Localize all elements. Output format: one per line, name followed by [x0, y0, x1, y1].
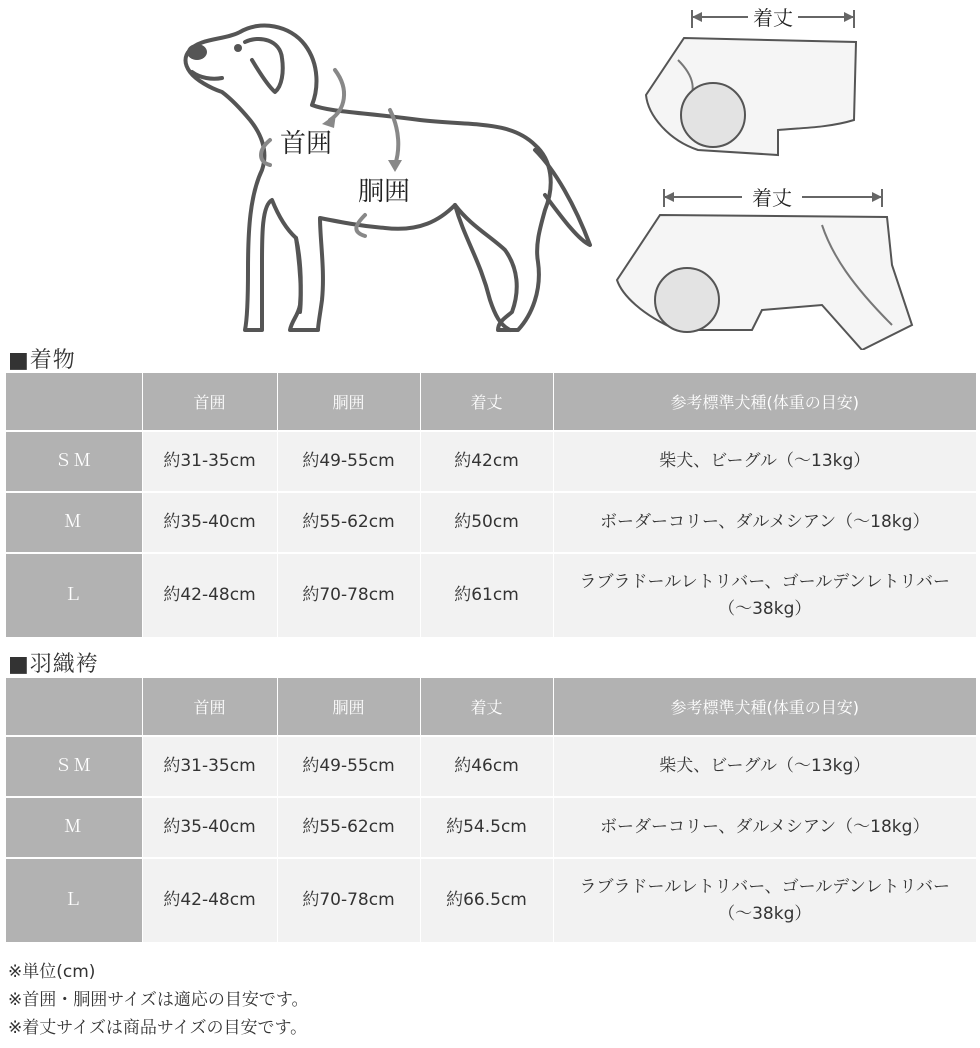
neck-value: 約42-48cm — [142, 858, 277, 942]
body-value: 約70-78cm — [277, 858, 420, 942]
note-length: ※着丈サイズは商品サイズの目安です。 — [8, 1018, 308, 1038]
length-value: 約61cm — [420, 553, 553, 637]
breed-value: ボーダーコリー、ダルメシアン（～18kg） — [553, 797, 976, 858]
garment-bottom-illustration — [612, 185, 922, 350]
header-length: 着丈 — [420, 678, 553, 736]
garment-bottom-length-label: 着丈 — [752, 186, 792, 210]
body-label: 胴囲 — [358, 177, 411, 207]
size-label: Ｍ — [6, 797, 142, 858]
body-value: 約55-62cm — [277, 797, 420, 858]
size-label: ＳＭ — [6, 736, 142, 797]
dog-illustration — [0, 0, 620, 345]
body-value: 約49-55cm — [277, 736, 420, 797]
table-header-row — [6, 373, 976, 431]
note-neck-body: ※首囲・胴囲サイズは適応の目安です。 — [8, 990, 309, 1010]
neck-label: 首囲 — [280, 129, 333, 159]
kimono-section-title: ■着物 — [8, 348, 76, 373]
haori-section-title: ■羽織袴 — [8, 652, 99, 677]
length-value: 約66.5cm — [420, 858, 553, 942]
header-blank — [6, 678, 142, 736]
table-row — [6, 736, 976, 797]
size-label: Ｌ — [6, 858, 142, 942]
neck-value: 約31-35cm — [142, 736, 277, 797]
table-row — [6, 797, 976, 858]
header-breed: 参考標準犬種(体重の目安) — [553, 373, 976, 431]
haori-size-table — [6, 678, 976, 942]
garment-top-length-label: 着丈 — [753, 6, 793, 30]
header-breed: 参考標準犬種(体重の目安) — [553, 678, 976, 736]
neck-value: 約42-48cm — [142, 553, 277, 637]
neck-value: 約35-40cm — [142, 797, 277, 858]
note-unit: ※単位(cm) — [8, 962, 96, 982]
table-row — [6, 431, 976, 492]
size-label: Ｍ — [6, 492, 142, 553]
header-neck: 首囲 — [142, 678, 277, 736]
garment-top-illustration — [638, 0, 878, 170]
size-label: ＳＭ — [6, 431, 142, 492]
header-body: 胴囲 — [277, 373, 420, 431]
body-value: 約55-62cm — [277, 492, 420, 553]
header-neck: 首囲 — [142, 373, 277, 431]
body-value: 約70-78cm — [277, 553, 420, 637]
length-value: 約42cm — [420, 431, 553, 492]
length-value: 約54.5cm — [420, 797, 553, 858]
breed-value: 柴犬、ビーグル（～13kg） — [553, 736, 976, 797]
length-value: 約46cm — [420, 736, 553, 797]
length-value: 約50cm — [420, 492, 553, 553]
table-header-row — [6, 678, 976, 736]
header-length: 着丈 — [420, 373, 553, 431]
table-row — [6, 553, 976, 637]
size-label: Ｌ — [6, 553, 142, 637]
neck-value: 約31-35cm — [142, 431, 277, 492]
header-body: 胴囲 — [277, 678, 420, 736]
size-illustration — [0, 0, 980, 345]
header-blank — [6, 373, 142, 431]
table-row — [6, 492, 976, 553]
table-row — [6, 858, 976, 942]
breed-value: ボーダーコリー、ダルメシアン（～18kg） — [553, 492, 976, 553]
breed-value: ラブラドールレトリバー、ゴールデンレトリバー （～38kg） — [553, 553, 976, 637]
kimono-size-table — [6, 373, 976, 637]
breed-value: 柴犬、ビーグル（～13kg） — [553, 431, 976, 492]
breed-value: ラブラドールレトリバー、ゴールデンレトリバー （～38kg） — [553, 858, 976, 942]
notes — [8, 958, 309, 1042]
body-value: 約49-55cm — [277, 431, 420, 492]
neck-value: 約35-40cm — [142, 492, 277, 553]
